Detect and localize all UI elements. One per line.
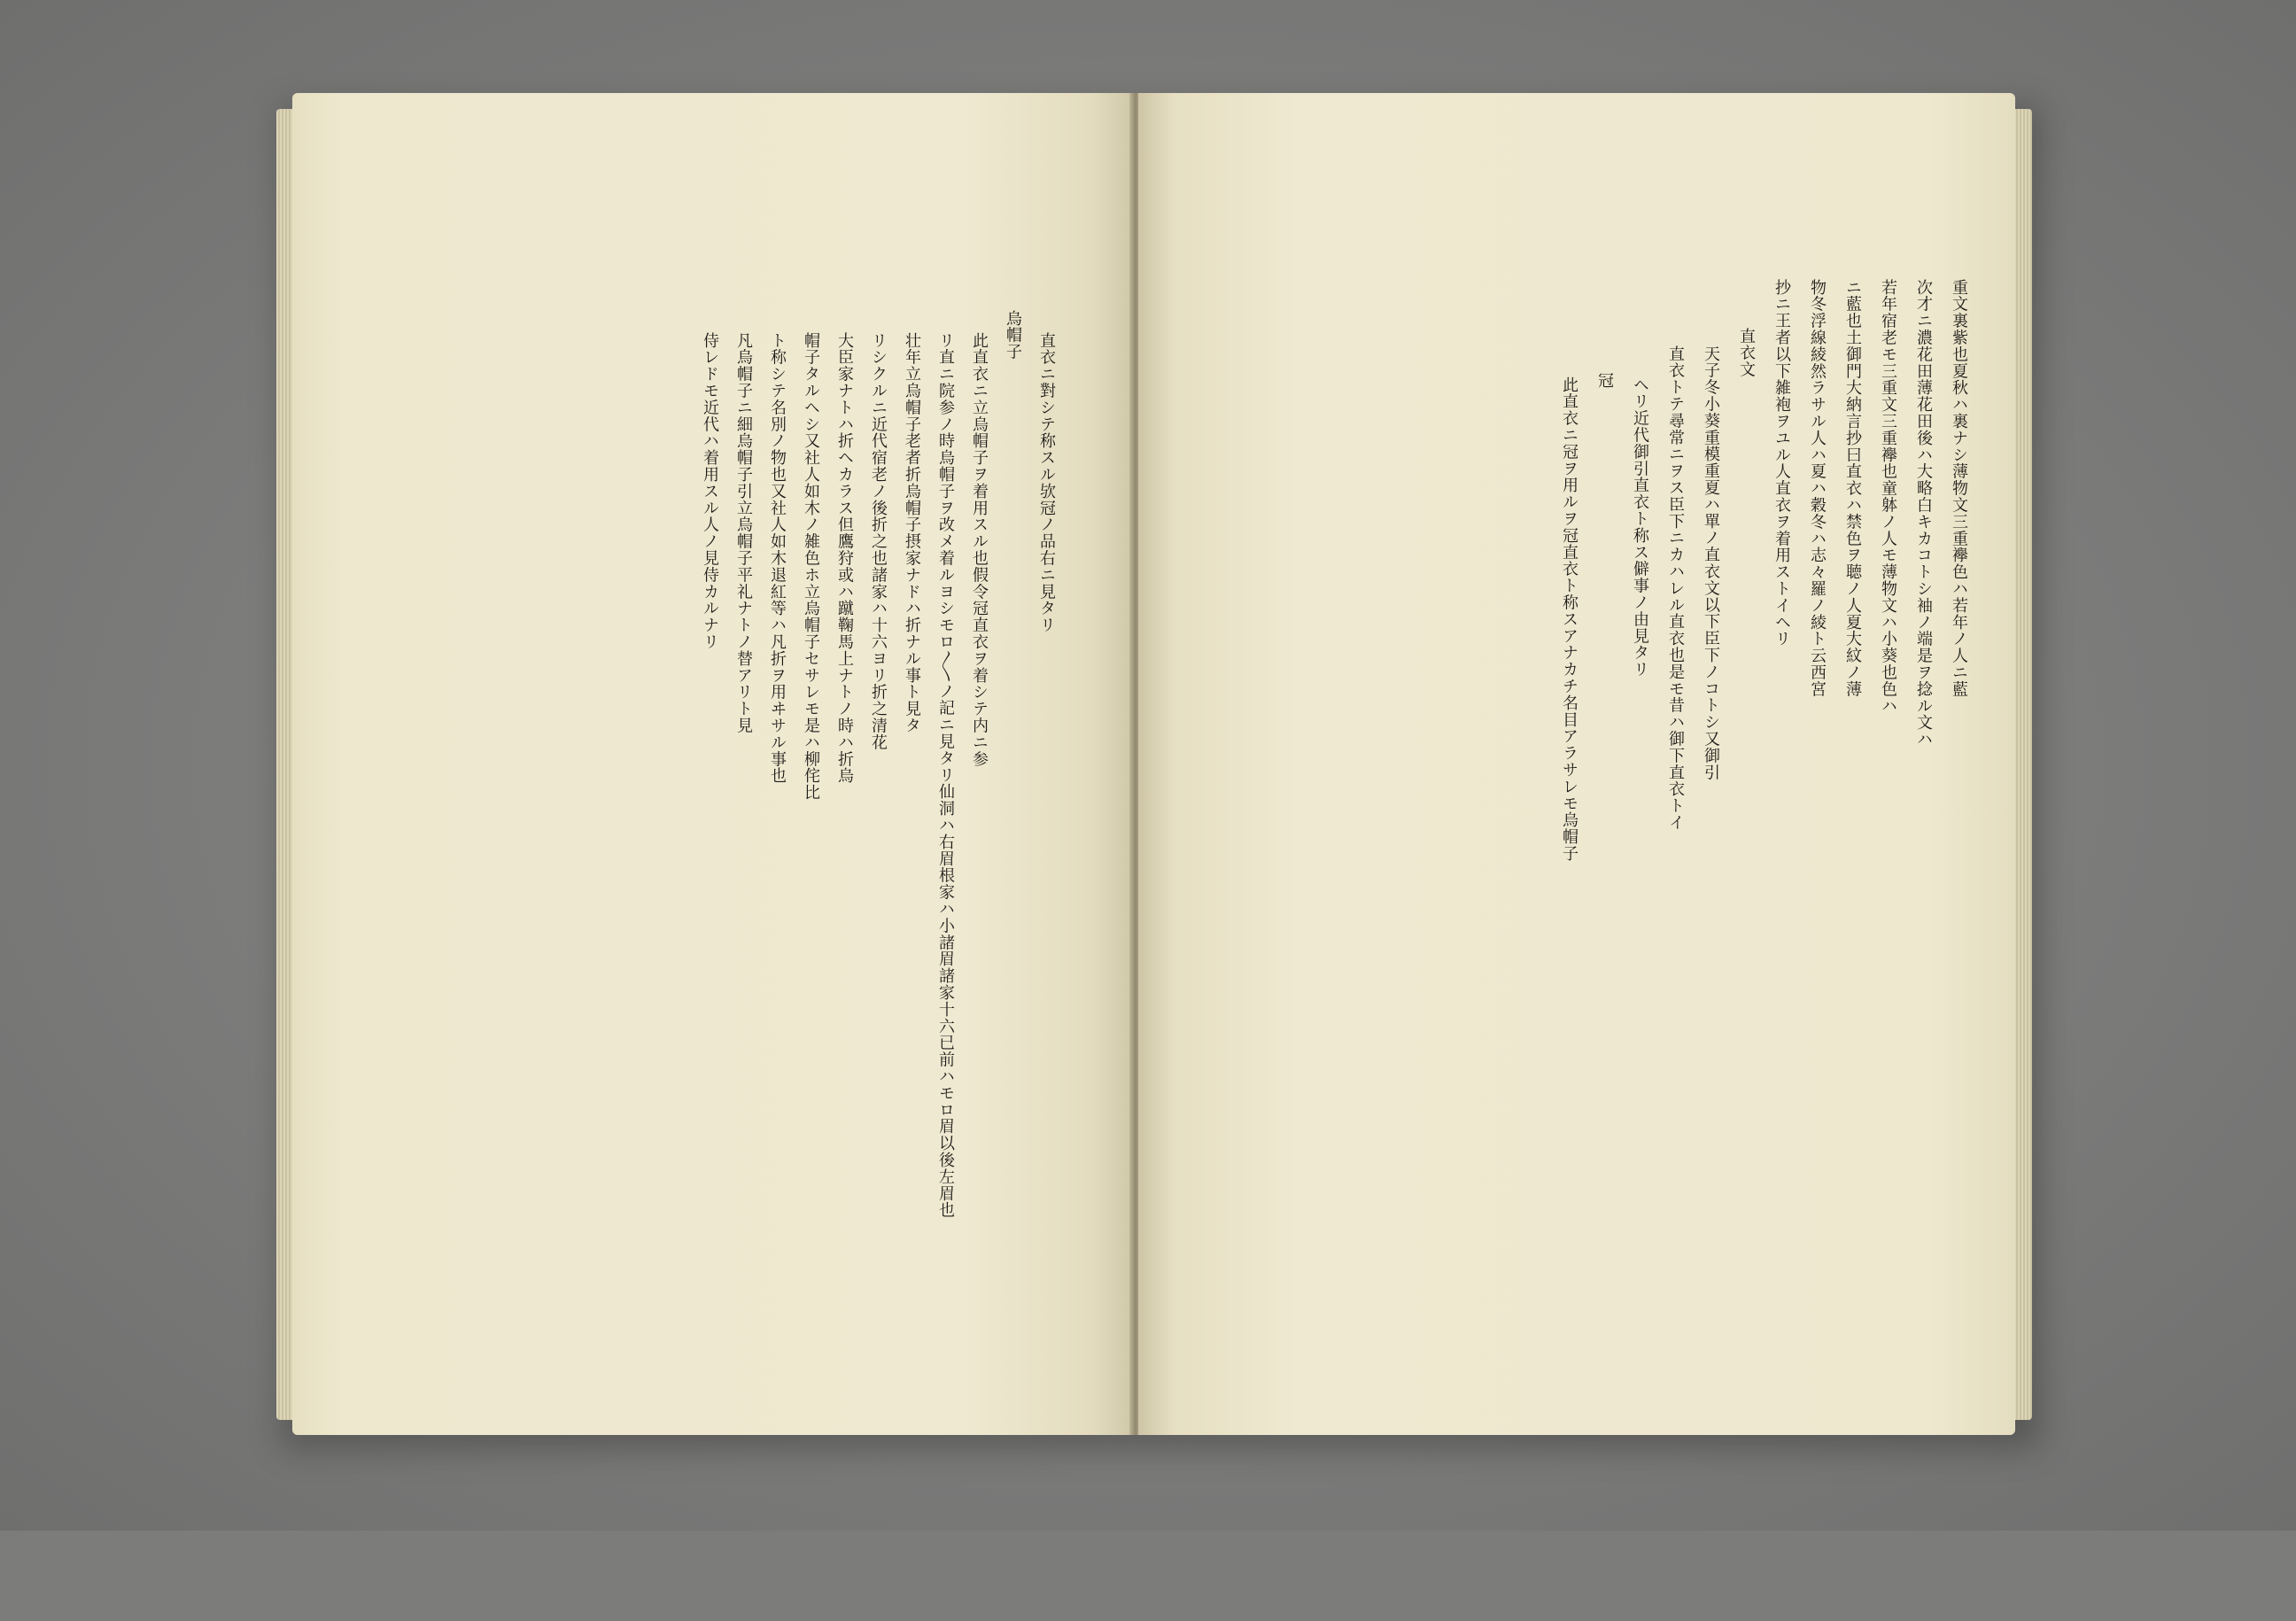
section-heading: 冠 (1595, 372, 1614, 389)
text-column: 直衣トテ尋常ニヲス臣下ニカハレル直衣也是モ昔ハ御下直衣トイ (1666, 345, 1685, 832)
text-column: 物冬浮線綾然ラサル人ハ夏ハ穀冬ハ志々羅ノ綾ト云西宮 (1808, 279, 1827, 698)
text-column: 重文裏紫也夏秋ハ裏ナシ薄物文三重襷色ハ若年ノ人ニ藍 (1950, 279, 1968, 698)
text-column: 抄ニ王者以下雑袍ヲユル人直衣ヲ着用ストイヘリ (1772, 279, 1791, 648)
text-column: 若年宿老モ三重文三重襷也童躰ノ人モ薄物文ハ小葵也色ハ (1879, 279, 1897, 715)
left-page (292, 93, 1134, 1435)
text-column: 大臣家ナトハ折ヘカラス但鷹狩或ハ蹴鞠馬上ナトノ時ハ折烏 (835, 332, 854, 785)
open-book (292, 93, 2020, 1435)
right-page-edges (2013, 109, 2032, 1420)
text-column: ヘリ近代御引直衣ト称ス僻事ノ由見タリ (1631, 376, 1649, 679)
section-heading: 直衣文 (1737, 328, 1756, 378)
text-column: 天子冬小葵重模重夏ハ單ノ直衣文以下臣下ノコトシ又御引 (1702, 345, 1720, 781)
text-column: 帽子タルヘシ又社人如木ノ雑色ホ立烏帽子セサレモ是ハ柳侘比 (802, 332, 820, 802)
text-column: 此直衣ニ冠ヲ用ルヲ冠直衣ト称スアナカチ名目アラサレモ烏帽子 (1560, 376, 1578, 863)
right-page (1138, 93, 2015, 1435)
text-column: 此直衣ニ立烏帽子ヲ着用スル也假令冠直衣ヲ着シテ内ニ参 (970, 332, 989, 768)
text-column: リシクルニ近代宿老ノ後折之也諸家ハ十六ヨリ折之清花 (869, 332, 888, 751)
section-heading: 烏帽子 (1004, 310, 1022, 361)
text-column: 凡烏帽子ニ細烏帽子引立烏帽子平礼ナトノ替アリト見 (734, 332, 753, 734)
text-column: 直衣ニ對シテ称スル欤冠ノ品右ニ見タリ (1037, 332, 1056, 634)
text-column: 次才ニ濃花田薄花田後ハ大略白キカコトシ袖ノ端是ヲ捻ル文ハ (1914, 279, 1933, 748)
text-column: ニ藍也土御門大納言抄曰直衣ハ禁色ヲ聴ノ人夏大紋ノ薄 (1843, 279, 1862, 698)
text-column: ト称シテ名別ノ物也又社人如木退紅等ハ凡折ヲ用ヰサル事也 (768, 332, 787, 785)
text-column: リ直ニ院参ノ時烏帽子ヲ改メ着ルヨシモロ〳〵ノ記ニ見タリ仙洞ハ右眉根家ハ小諸眉諸家十六已前ハモロ眉以後左眉也 (936, 332, 955, 1219)
text-column: 侍レドモ近代ハ着用スル人ノ見侍カルナリ (701, 332, 719, 651)
text-column: 壮年立烏帽子老者折烏帽子摂家ナドハ折ナル事ト見タ (903, 332, 921, 734)
